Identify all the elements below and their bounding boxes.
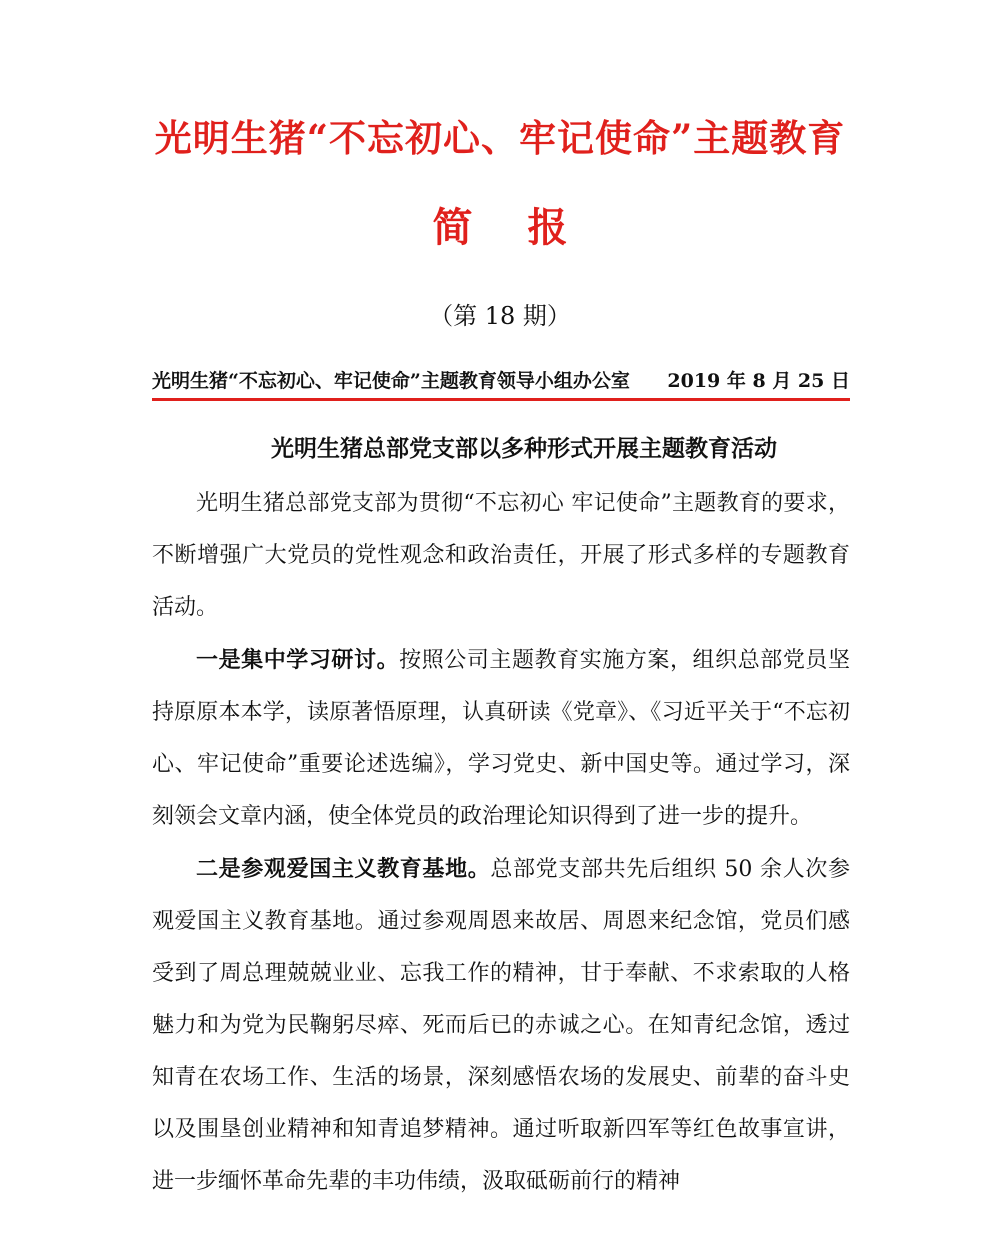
paragraph-section-2 [152,843,850,1208]
bulletin-subtitle: 简报 [432,204,623,251]
section-1-lead: 一是集中学习研讨。 [196,647,400,673]
masthead [152,366,850,393]
section-2-lead: 二是参观爱国主义教育基地。 [196,856,491,882]
red-divider [152,398,850,401]
section-1-text: 按照公司主题教育实施方案，组织总部党员坚持原原本本学，读原著悟原理，认真研读《党章》、《习近平关于“不忘初心、牢记使命”重要论述选编》，学习党史、新中国史等。通过学习，深刻领会文章内涵，使全体党员的政治理论知识得到了进一步的提升。 [152,648,850,829]
paragraph-section-1 [152,634,850,843]
issue-date: 2019 年 8 月 25 日 [667,370,850,392]
article-title: 光明生猪总部党支部以多种形式开展主题教育活动 [271,435,777,462]
issue-number: （第 18 期） [429,302,571,330]
bulletin-title: 光明生猪“不忘初心、牢记使命”主题教育 [154,116,846,160]
issuing-office: 光明生猪“不忘初心、牢记使命”主题教育领导小组办公室 [152,370,630,392]
article-body [152,478,850,1208]
paragraph-intro: 光明生猪总部党支部为贯彻“不忘初心 牢记使命”主题教育的要求，不断增强广大党员的党性观念和政治责任，开展了形式多样的专题教育活动。 [152,491,850,620]
section-2-text: 总部党支部共先后组织 50 余人次参观爱国主义教育基地。通过参观周恩来故居、周恩来纪念馆，党员们感受到了周总理兢兢业业、忘我工作的精神，甘于奉献、不求索取的人格魅力和为党为民鞠躬尽瘁、死而后已的赤诚之心。在知青纪念馆，透过知青在农场工作、生活的场景，深刻感悟农场的发展史、前辈的奋斗史以及围垦创业精神和知青追梦精神。通过听取新四军等红色故事宣讲，进一步缅怀革命先辈的丰功伟绩，汲取砥砺前行的精神 [152,857,850,1194]
